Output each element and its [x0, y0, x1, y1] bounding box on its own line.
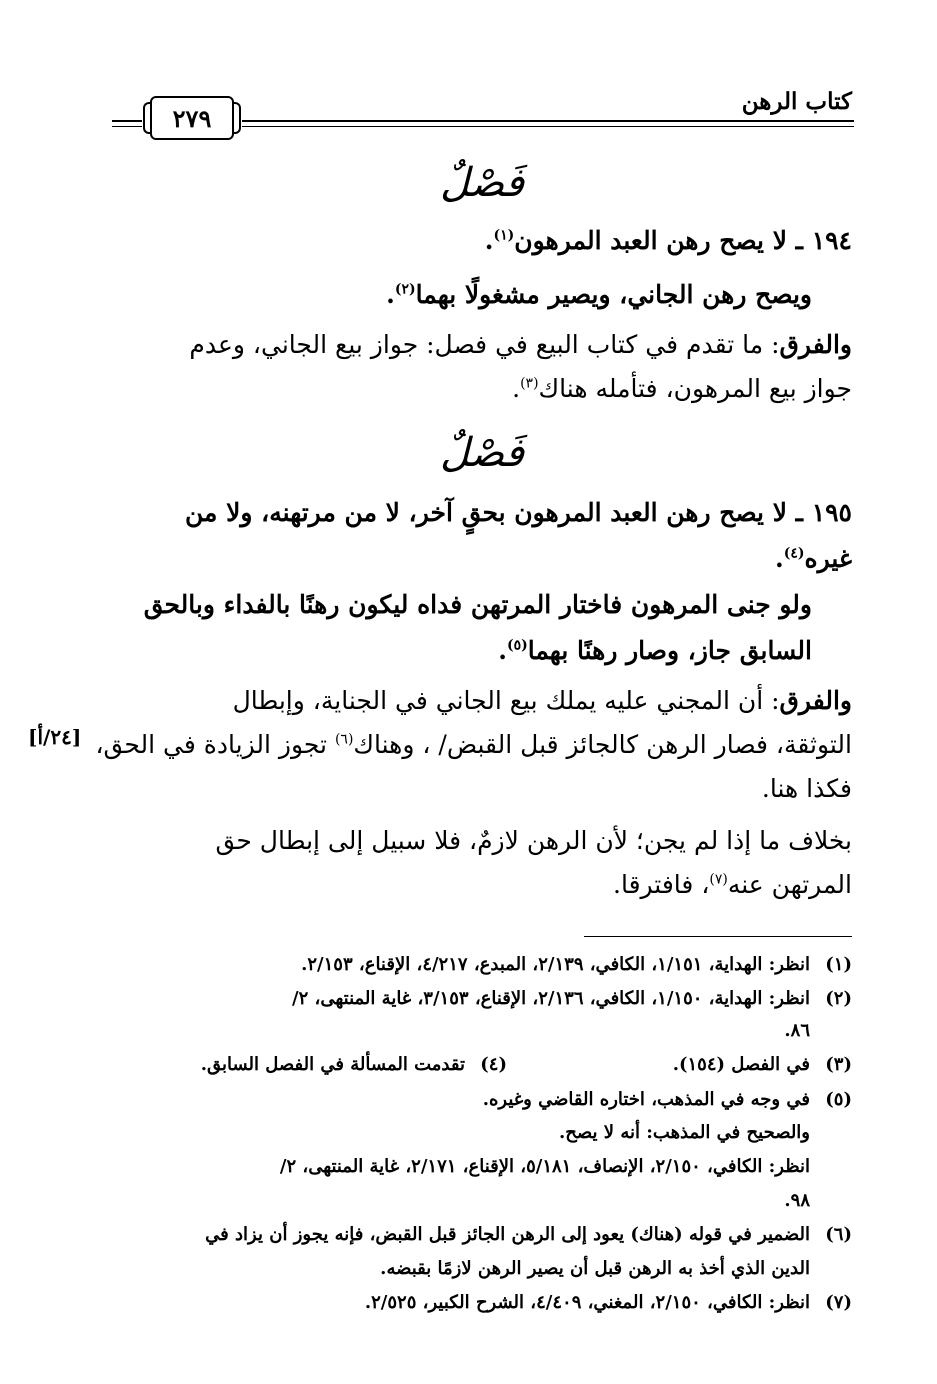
footnote-ref-1: (١) [493, 227, 515, 244]
footnote-5-line-3: انظر: الكافي، ٢/١٥٠، الإنصاف، ٥/١٨١، الإقناع، ٢/١٧١، غاية المنتهى، ٢/ [279, 1156, 810, 1177]
header-rule-left-thin [112, 126, 142, 127]
header-rule-right [242, 120, 854, 122]
entry-194-line-1: ١٩٤ ـ لا يصح رهن العبد المرهون$^{(١)}$. [484, 226, 852, 255]
entry-195-khilaf-line-1: بخلاف ما إذا لم يجن؛ لأن الرهن لازمٌ، فلا سبيل إلى إبطال حق [215, 826, 852, 855]
footnote-5-line-4: ٩٨. [784, 1190, 810, 1211]
footnote-1: (١)انظر: الهداية، ١/١٥١، الكافي، ٢/١٣٩، المبدع، ٤/٢١٧، الإقناع، ٢/١٥٣. [301, 954, 852, 975]
footnote-ref-5: (٥) [506, 637, 528, 654]
entry-195-line-2: غيره$^{(٤)}$. [774, 544, 852, 573]
entry-195-farq-line-1: والفرق: أن المجني عليه يملك بيع الجاني في الجناية، وإبطال [232, 686, 852, 715]
header-rule-left [112, 120, 142, 122]
footnote-2: (٢)انظر: الهداية، ١/١٥٠، الكافي، ٢/١٣٦، الإقناع، ٣/١٥٣، غاية المنتهى، ٢/ [292, 988, 852, 1009]
footnote-ref-3: (٣) [520, 375, 539, 392]
footnote-ref-6: (٦) [334, 731, 354, 748]
footnote-5-line-2: والصحيح في المذهب: أنه لا يصح. [559, 1122, 810, 1143]
manuscript-folio-note: [٢٤/أ] [28, 725, 82, 749]
footnote-4: (٤)تقدمت المسألة في الفصل السابق. [200, 1054, 507, 1075]
header-rule-right-thin [242, 126, 854, 127]
footnote-ref-7: (٧) [709, 871, 728, 888]
footnote-5: (٥)في وجه في المذهب، اختاره القاضي وغيره. [482, 1089, 852, 1110]
footnote-2-cont: ٨٦. [784, 1020, 810, 1041]
entry-195-khilaf-line-2: المرتهن عنه$^{(٧)}$، فافترقا. [613, 870, 852, 899]
entry-195-farq-line-3: فكذا هنا. [761, 774, 852, 803]
footnote-6: (٦)الضمير في قوله (هناك) يعود إلى الرهن الجائز قبل القبض، فإنه يجوز أن يزاد في [205, 1224, 852, 1245]
entry-195-line-3: ولو جنى المرهون فاختار المرتهن فداه ليكون رهنًا بالفداء وبالحق [143, 590, 812, 619]
entry-194-farq-line-1: والفرق: ما تقدم في كتاب البيع في فصل: جواز بيع الجاني، وعدم [189, 330, 852, 359]
entry-195-farq-line-2: التوثقة، فصار الرهن كالجائز قبل القبض/ ، وهناك$^{(٦)}$ تجوز الزيادة في الحق، [95, 730, 852, 759]
running-header-title: كتاب الرهن [741, 88, 852, 115]
footnote-separator [584, 936, 852, 937]
footnote-7: (٧)انظر: الكافي، ٢/١٥٠، المغني، ٤/٤٠٩، الشرح الكبير، ٢/٥٢٥. [364, 1292, 852, 1313]
footnote-6-cont: الدين الذي أخذ به الرهن قبل أن يصير الرهن لازمًا بقبضه. [380, 1258, 810, 1279]
footnote-ref-2: (٢) [394, 281, 416, 298]
section-heading-2: فَصْلٌ [440, 430, 525, 476]
footnote-3-4: (٣)في الفصل (١٥٤). [672, 1054, 852, 1075]
entry-194-farq-line-2: جواز بيع المرهون، فتأمله هناك$^{(٣)}$. [512, 374, 852, 403]
entry-194-line-2: ويصح رهن الجاني، ويصير مشغولًا بهما$^{(٢)}$. [386, 280, 812, 309]
farq-keyword: والفرق [779, 686, 852, 715]
footnote-ref-4: (٤) [783, 545, 805, 562]
page-number: ٢٧٩ [172, 103, 212, 133]
entry-195-line-4: السابق جاز، وصار رهنًا بهما$^{(٥)}$. [498, 636, 812, 665]
entry-195-line-1: ١٩٥ ـ لا يصح رهن العبد المرهون بحقٍ آخر، لا من مرتهنه، ولا من [185, 498, 852, 527]
section-heading-1: فَصْلٌ [440, 160, 525, 206]
page-number-badge [150, 96, 234, 140]
farq-keyword: والفرق [779, 330, 852, 359]
